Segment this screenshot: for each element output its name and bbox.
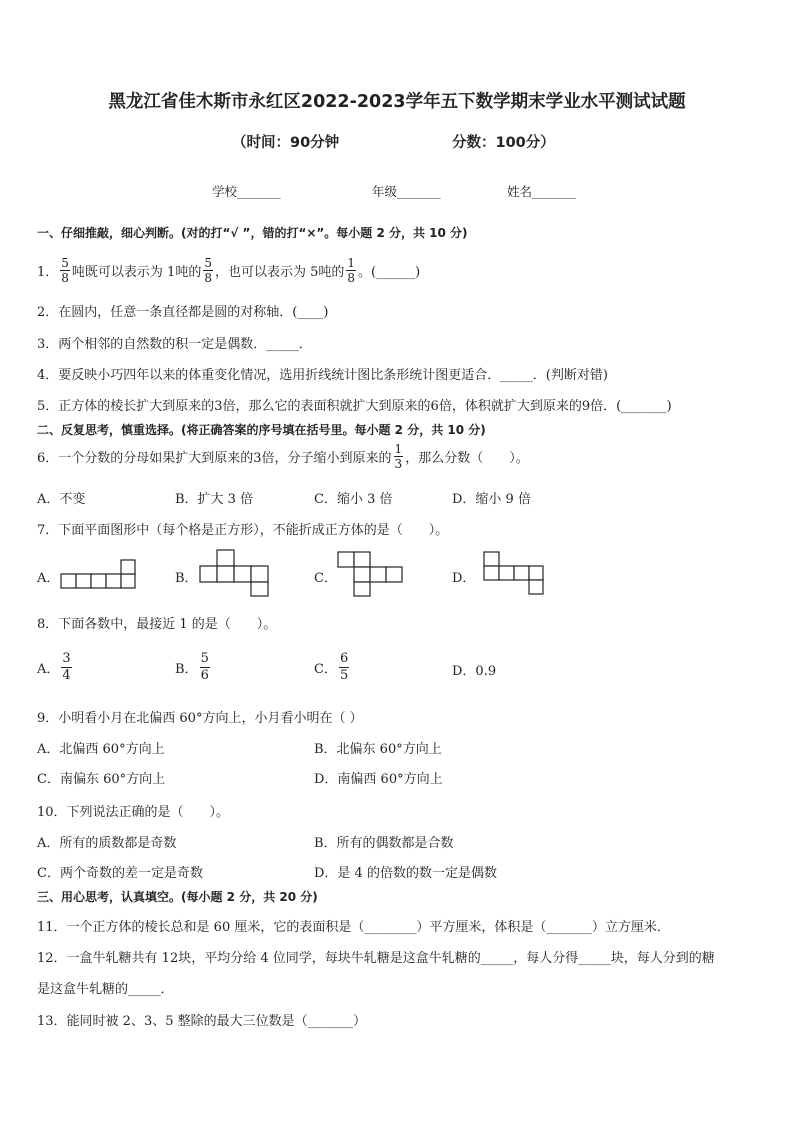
q1-fraction-3 (346, 256, 356, 285)
question-2: 2．在圆内，任意一条直径都是圆的对称轴．(____) (37, 305, 329, 320)
question-11: 11．一个正方体的棱长总和是 60 厘米，它的表面积是（________）平方厘米，体积是（_______）立方厘米． (37, 920, 670, 935)
q1-fraction-2 (203, 256, 213, 285)
q10-option-c: C．两个奇数的差一定是奇数 (37, 866, 203, 881)
question-9: 9．小明看小月在北偏西 60°方向上，小月看小明在（ ） (37, 711, 363, 726)
q8-b-numerator: 5 (200, 651, 209, 666)
q1-fraction-1-denominator: 8 (61, 271, 69, 285)
q7-label-a: A． (37, 571, 60, 586)
question-12-line-1: 12．一盒牛轧糖共有 12块，平均分给 4 位同学，每块牛轧糖是这盒牛轧糖的_____，每人分得_____块，每人分到的糖 (37, 951, 715, 966)
page-title: 黑龙江省佳木斯市永红区2022-2023学年五下数学期末学业水平测试试题 (108, 92, 686, 112)
question-5: 5．正方体的棱长扩大到原来的3倍，那么它的表面积就扩大到原来的6倍，体积就扩大到原来的9倍．(_______) (37, 399, 672, 414)
q1-fraction-1 (60, 256, 70, 285)
q8-a-numerator: 3 (62, 651, 71, 666)
q10-option-d: D．是 4 的倍数的数一定是偶数 (314, 866, 497, 881)
q1-text-2: ，也可以表示为 5吨的 (214, 265, 345, 280)
q9-option-c: C．南偏东 60°方向上 (37, 772, 166, 787)
section-1-heading: 一、仔细推敲，细心判断。(对的打“√ ”，错的打“×”。每小题 2 分，共 10 分) (37, 226, 468, 240)
q6-option-b: B．扩大 3 倍 (175, 492, 254, 507)
q8-c-numerator: 6 (339, 651, 349, 666)
q8-option-b-fraction (200, 651, 210, 684)
question-7: 7．下面平面图形中（每个格是正方形），不能折成正方体的是（ ）。 (37, 523, 449, 538)
q6-text-2: ，那么分数（ ）。 (405, 451, 529, 466)
q8-option-b (175, 651, 212, 684)
q6-fraction-numerator: 1 (394, 442, 403, 456)
q7-net-d (482, 550, 548, 598)
question-8: 8．下面各数中，最接近 1 的是（ ）。 (37, 617, 277, 632)
q6-option-c: C．缩小 3 倍 (314, 492, 393, 507)
q7-label-b: B． (175, 571, 198, 586)
q7-net-b (199, 548, 277, 598)
question-10: 10．下列说法正确的是（ ）。 (37, 805, 230, 820)
exam-score: 分数：100分） (452, 135, 555, 151)
q1-number: 1． (37, 265, 59, 280)
q1-fraction-1-numerator: 5 (61, 256, 69, 270)
question-12-line-2: 是这盒牛轧糖的_____． (37, 982, 174, 997)
grade-field: 年级_______ (372, 184, 441, 199)
q7-label-d: D． (452, 571, 476, 586)
q9-option-d: D．南偏西 60°方向上 (314, 772, 443, 787)
question-4: 4．要反映小巧四年以来的体重变化情况，选用折线统计图比条形统计图更适合．_____．(判断对错) (37, 368, 608, 383)
q8-option-c-label: C． (314, 662, 337, 677)
q8-option-c (314, 651, 351, 684)
q10-option-b: B．所有的偶数都是合数 (314, 836, 454, 851)
school-field: 学校_______ (212, 184, 281, 199)
q6-fraction (394, 442, 404, 471)
q8-option-d: D．0.9 (452, 664, 497, 679)
q8-option-b-label: B． (175, 662, 198, 677)
question-1 (37, 256, 420, 285)
q1-text-1: 吨既可以表示为 1吨的 (71, 265, 202, 280)
question-6 (37, 442, 529, 471)
q8-option-a-label: A． (37, 662, 60, 677)
q7-net-a (60, 558, 138, 590)
q6-fraction-denominator: 3 (394, 457, 403, 471)
q8-option-c-fraction (339, 651, 349, 684)
question-3: 3．两个相邻的自然数的积一定是偶数．_____． (37, 337, 312, 352)
q8-option-a (37, 651, 74, 684)
name-field: 姓名_______ (507, 184, 576, 199)
section-2-heading: 二、反复思考，慎重选择。(将正确答案的序号填在括号里。每小题 2 分，共 10 分) (37, 423, 486, 437)
q9-option-b: B．北偏东 60°方向上 (314, 742, 442, 757)
q6-option-d: D．缩小 9 倍 (452, 492, 531, 507)
q8-b-denominator: 6 (200, 668, 209, 683)
q1-fraction-2-numerator: 5 (204, 256, 212, 270)
q1-text-3: 。(______) (358, 265, 421, 280)
q6-text-1: 6．一个分数的分母如果扩大到原来的3倍，分子缩小到原来的 (37, 451, 392, 466)
q1-fraction-3-denominator: 8 (347, 271, 356, 285)
section-3-heading: 三、用心思考，认真填空。(每小题 2 分，共 20 分) (37, 890, 318, 904)
q6-option-a: A．不变 (37, 492, 86, 507)
q10-option-a: A．所有的质数都是奇数 (37, 836, 177, 851)
q1-fraction-2-denominator: 8 (204, 271, 212, 285)
q8-option-a-fraction (61, 651, 71, 684)
question-13: 13．能同时被 2、3、5 整除的最大三位数是（_______） (37, 1014, 367, 1029)
q8-a-denominator: 4 (62, 668, 71, 683)
exam-time: （时间：90分钟 (232, 135, 340, 151)
q9-option-a: A．北偏西 60°方向上 (37, 742, 165, 757)
q7-net-c (336, 550, 406, 598)
q8-c-denominator: 5 (339, 668, 349, 683)
q1-fraction-3-numerator: 1 (347, 256, 356, 270)
q7-label-c: C． (314, 571, 337, 586)
